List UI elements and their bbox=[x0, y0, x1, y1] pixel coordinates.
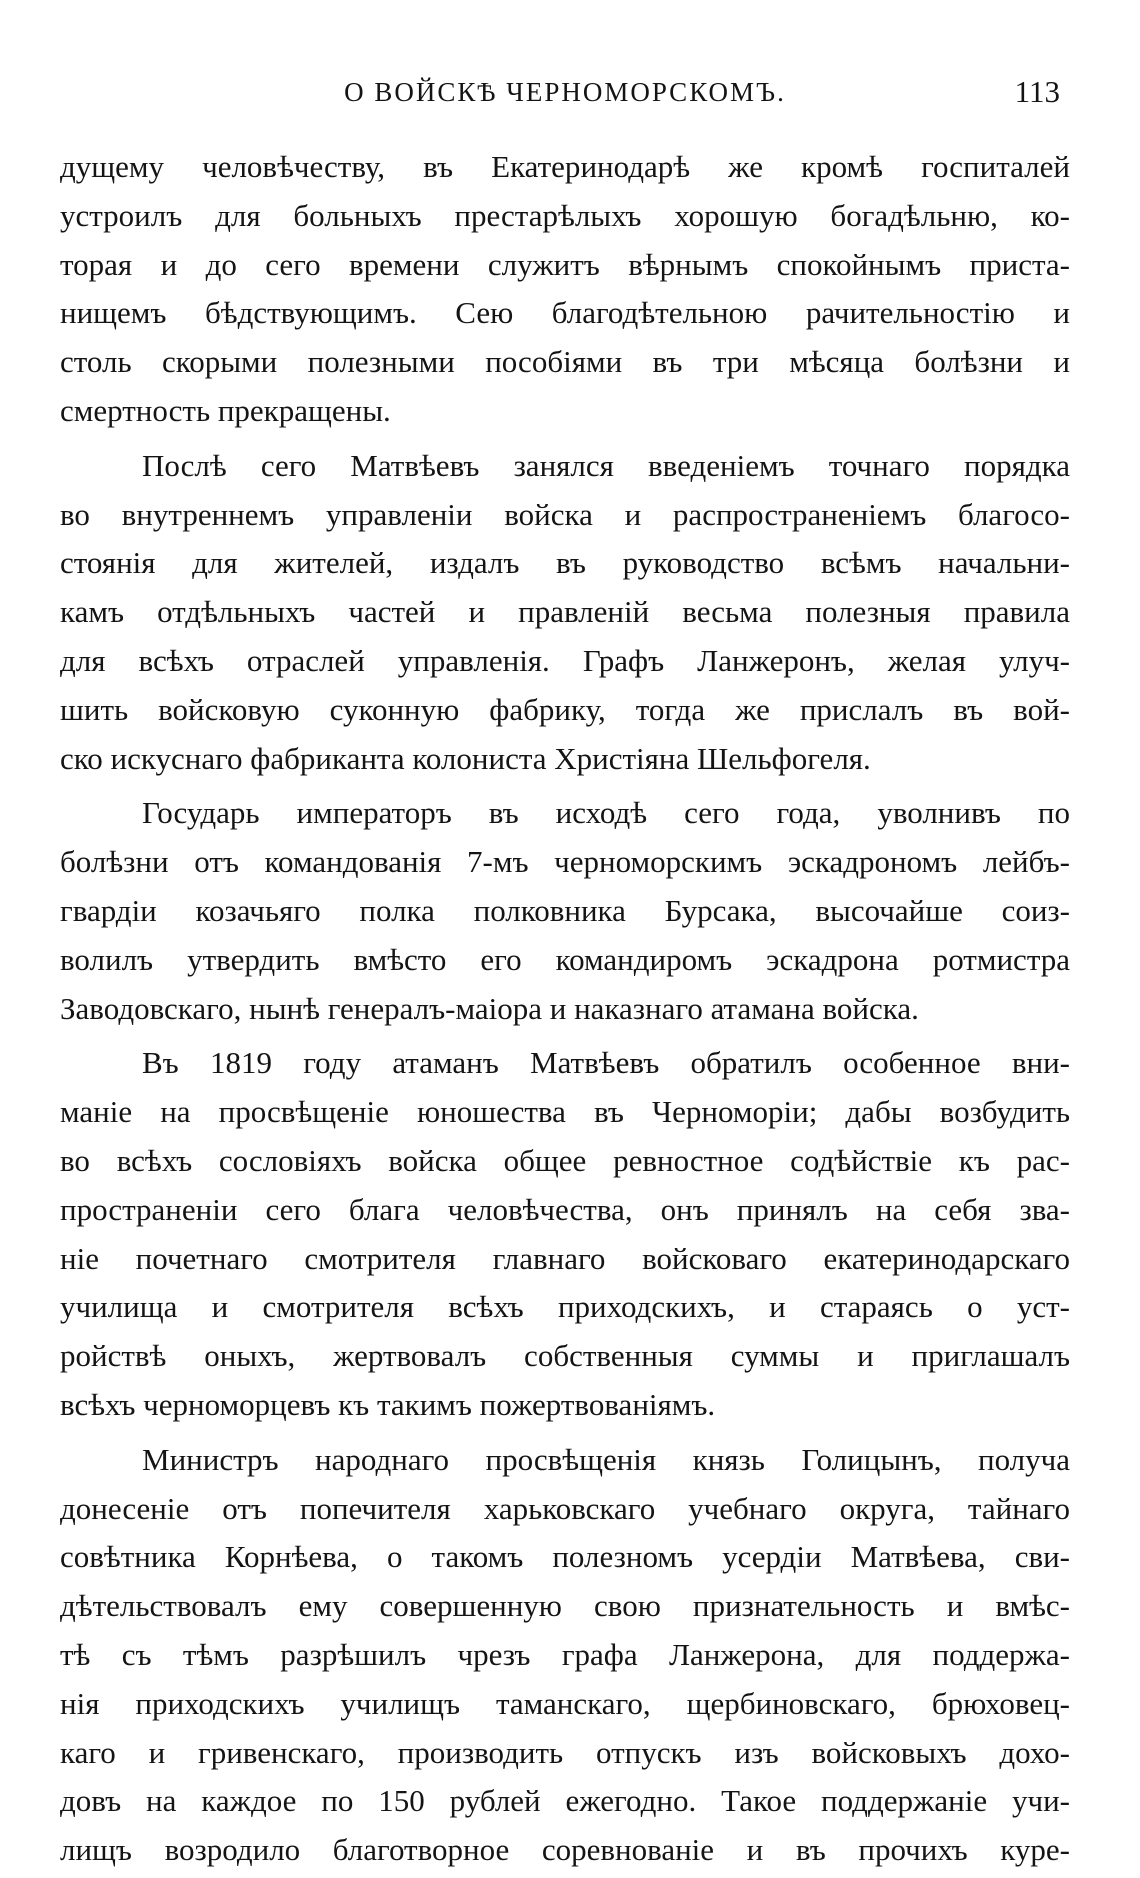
text-line: волилъ утвердить вмѣсто его командиромъ эскадрона ротмистра bbox=[60, 941, 1070, 977]
body-text bbox=[60, 143, 1070, 1875]
text-line: лищъ возродило благотворное соревнованіе и въ прочихъ куре- bbox=[60, 1832, 1070, 1868]
running-title: О ВОЙСКѢ ЧЕРНОМОРСКОМЪ. bbox=[344, 77, 786, 107]
text-line: дѣтельствовалъ ему совершенную свою признательность и вмѣс- bbox=[60, 1588, 1070, 1624]
text-line: ско искуснаго фабриканта колониста Христіяна Шельфогеля. bbox=[60, 740, 871, 776]
text-line: каго и гривенскаго, производить отпускъ изъ войсковыхъ дохо- bbox=[60, 1734, 1070, 1770]
text-line: торая и до сего времени служитъ вѣрнымъ спокойнымъ приста- bbox=[60, 246, 1070, 282]
running-header bbox=[60, 72, 1070, 112]
page-number: 113 bbox=[1014, 74, 1060, 109]
text-line: нія приходскихъ училищъ таманскаго, щербиновскаго, брюховец- bbox=[60, 1685, 1070, 1721]
text-line: Послѣ сего Матвѣевъ занялся введеніемъ точнаго порядка bbox=[142, 447, 1070, 483]
text-line: шить войсковую суконную фабрику, тогда же прислалъ въ вой- bbox=[60, 691, 1070, 727]
text-line: ройствѣ оныхъ, жертвовалъ собственныя суммы и приглашалъ bbox=[60, 1338, 1070, 1374]
text-line: во всѣхъ сословіяхъ войска общее ревностное содѣйствіе къ рас- bbox=[60, 1142, 1070, 1178]
text-line: гвардіи козачьяго полка полковника Бурсака, высочайше соиз- bbox=[60, 892, 1070, 928]
text-line: донесеніе отъ попечителя харьковскаго учебнаго округа, тайнаго bbox=[60, 1490, 1070, 1526]
text-line: дущему человѣчеству, въ Екатеринодарѣ же кромѣ госпиталей bbox=[60, 149, 1070, 184]
text-line: стоянія для жителей, издалъ въ руководство всѣмъ начальни- bbox=[60, 545, 1070, 581]
text-line: маніе на просвѣщеніе юношества въ Черноморіи; дабы возбудить bbox=[60, 1094, 1070, 1130]
text-line: Заводовскаго, нынѣ генералъ-маіора и наказнаго атамана войска. bbox=[60, 990, 919, 1026]
text-line: тѣ съ тѣмъ разрѣшилъ чрезъ графа Ланжерона, для поддержа- bbox=[60, 1636, 1070, 1672]
text-line: училища и смотрителя всѣхъ приходскихъ, и стараясь о уст- bbox=[60, 1289, 1070, 1325]
text-line: всѣхъ черноморцевъ къ такимъ пожертвованіямъ. bbox=[60, 1386, 716, 1422]
text-line: столь скорыми полезными пособіями въ три мѣсяца болѣзни и bbox=[60, 344, 1070, 380]
text-line: смертность прекращены. bbox=[60, 392, 391, 428]
text-line: нищемъ бѣдствующимъ. Сею благодѣтельною рачительностію и bbox=[60, 295, 1070, 331]
text-line: ніе почетнаго смотрителя главнаго войсковаго екатеринодарскаго bbox=[60, 1240, 1070, 1276]
text-line: Государь императоръ въ исходѣ сего года, уволнивъ по bbox=[142, 795, 1070, 831]
text-line: во внутреннемъ управленіи войска и распространеніемъ благосо- bbox=[60, 496, 1070, 532]
text-line: устроилъ для больныхъ престарѣлыхъ хорошую богадѣльню, ко- bbox=[60, 197, 1070, 233]
text-line: болѣзни отъ командованія 7-мъ черноморскимъ эскадрономъ лейбъ- bbox=[60, 844, 1070, 880]
text-line: для всѣхъ отраслей управленія. Графъ Ланжеронъ, желая улуч- bbox=[60, 642, 1070, 678]
text-line: Министръ народнаго просвѣщенія князь Голицынъ, получа bbox=[142, 1441, 1070, 1477]
text-line: Въ 1819 году атаманъ Матвѣевъ обратилъ особенное вни- bbox=[142, 1045, 1070, 1081]
text-line: довъ на каждое по 150 рублей ежегодно. Такое поддержаніе учи- bbox=[60, 1783, 1070, 1819]
text-line: пространеніи сего блага человѣчества, онъ принялъ на себя зва- bbox=[60, 1191, 1070, 1227]
text-line: совѣтника Корнѣева, о такомъ полезномъ усердіи Матвѣева, сви- bbox=[60, 1539, 1070, 1575]
text-line: камъ отдѣльныхъ частей и правленій весьма полезныя правила bbox=[60, 594, 1070, 630]
